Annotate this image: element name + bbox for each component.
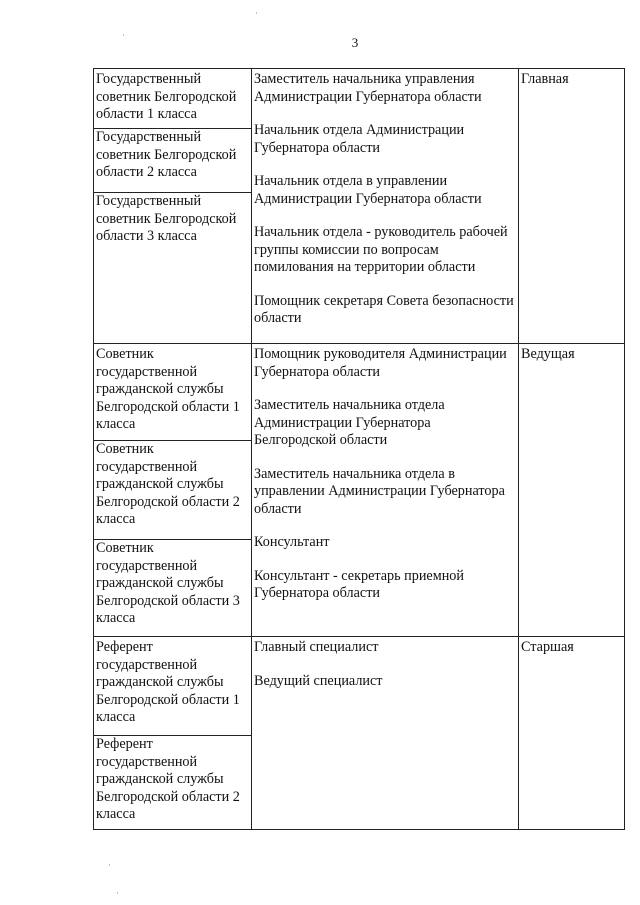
page-number: 3 xyxy=(351,35,359,50)
table-row xyxy=(94,637,625,830)
rank-item: Государственный советник Белгородской области 1 класса xyxy=(96,71,237,122)
scan-speck: · xyxy=(122,30,125,40)
position-item: Заместитель начальника отдела Администрации Губернатора Белгородской области xyxy=(254,397,445,448)
classification-table xyxy=(93,68,625,830)
position-item: Начальник отдела Администрации Губернатора области xyxy=(254,122,465,156)
rank-cell xyxy=(94,69,252,344)
position-item: Помощник секретаря Совета безопасности области xyxy=(254,292,514,326)
position-item: Ведущий специалист xyxy=(254,672,383,689)
group-cell: Главная xyxy=(519,69,625,344)
position-item: Консультант - секретарь приемной Губернатора области xyxy=(254,567,464,601)
scan-speck: · xyxy=(116,888,119,898)
table-row xyxy=(94,344,625,637)
rank-cell xyxy=(94,344,252,637)
position-item: Консультант xyxy=(254,534,330,550)
rank-item: Референт государственной гражданской службы Белгородской области 1 класса xyxy=(96,639,240,725)
positions-cell xyxy=(252,69,519,344)
scan-speck: · xyxy=(255,8,258,18)
scan-speck: · xyxy=(108,860,111,870)
table-row xyxy=(94,69,625,344)
group-cell: Старшая xyxy=(519,637,625,830)
rank-item: Советник государственной гражданской службы Белгородской области 1 класса xyxy=(96,346,240,432)
positions-cell xyxy=(252,637,519,830)
rank-item: Государственный советник Белгородской области 3 класса xyxy=(94,192,251,246)
rank-item: Референт государственной гражданской службы Белгородской области 2 класса xyxy=(94,735,251,824)
position-item: Начальник отдела в управлении Администрации Губернатора области xyxy=(254,173,482,207)
position-item: Главный специалист xyxy=(254,639,379,655)
rank-item: Советник государственной гражданской службы Белгородской области 2 класса xyxy=(94,440,251,539)
rank-item: Советник государственной гражданской службы Белгородской области 3 класса xyxy=(94,539,251,628)
positions-cell xyxy=(252,344,519,637)
rank-cell xyxy=(94,637,252,830)
rank-item: Государственный советник Белгородской области 2 класса xyxy=(94,128,251,192)
position-item: Заместитель начальника отдела в управлении Администрации Губернатора области xyxy=(254,465,505,517)
group-cell: Ведущая xyxy=(519,344,625,637)
position-item: Помощник руководителя Администрации Губернатора области xyxy=(254,346,507,380)
position-item: Заместитель начальника управления Администрации Губернатора области xyxy=(254,71,482,105)
position-item: Начальник отдела - руководитель рабочей группы комиссии по вопросам помилования на территории области xyxy=(254,224,508,275)
